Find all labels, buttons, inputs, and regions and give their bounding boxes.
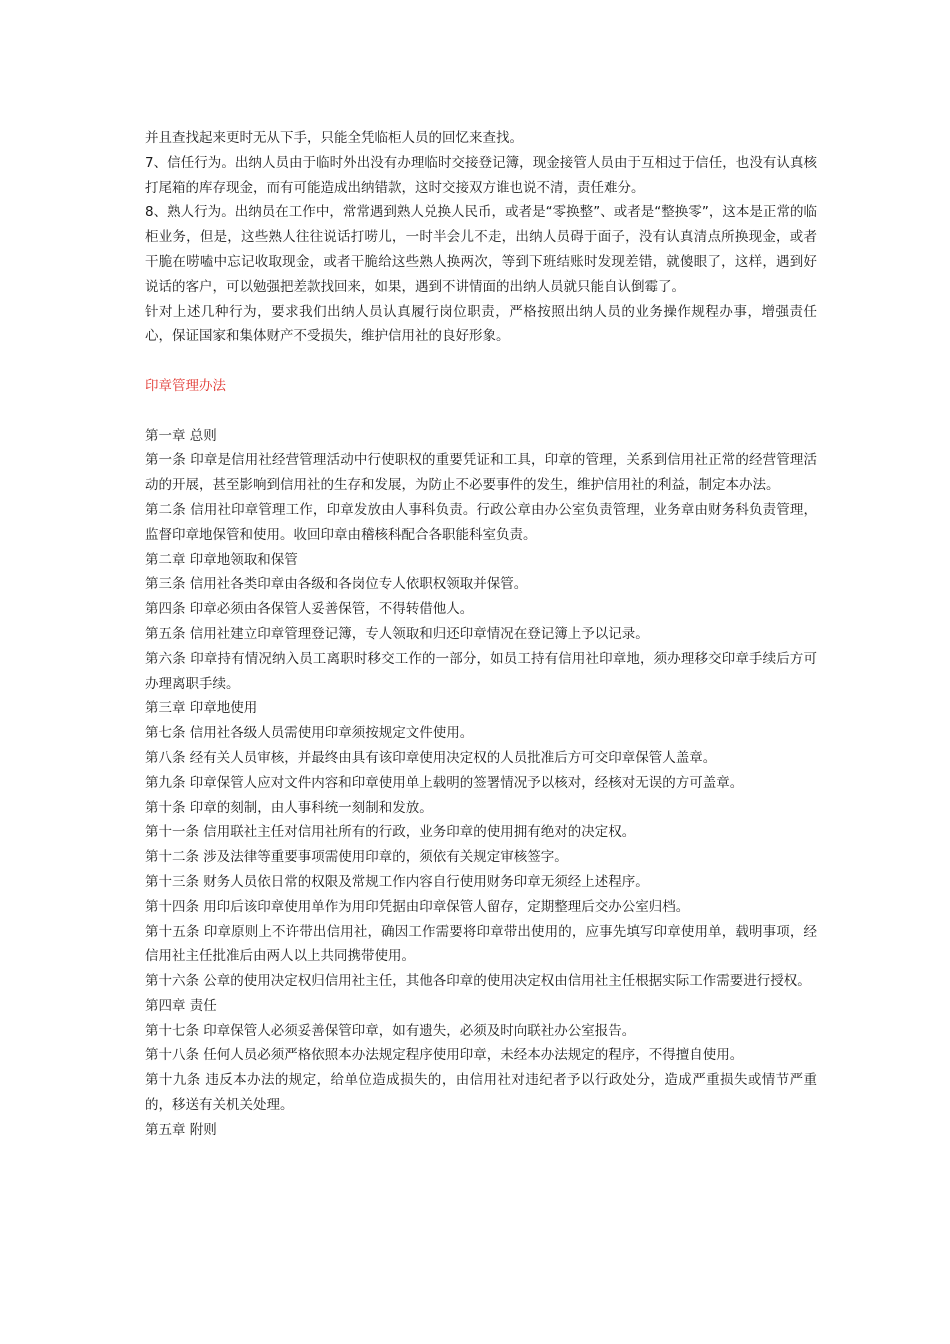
spacer xyxy=(145,399,817,424)
article: 第六条 印章持有情况纳入员工离职时移交工作的一部分，如员工持有信用社印章地，须办理移交印章手续后方可办理离职手续。 xyxy=(145,650,817,692)
article: 第十三条 财务人员依日常的权限及常规工作内容自行使用财务印章无须经上述程序。 xyxy=(145,873,649,890)
article: 第三条 信用社各类印章由各级和各岗位专人依职权领取并保管。 xyxy=(145,576,528,593)
section-title: 印章管理办法 xyxy=(145,377,226,394)
paragraph-item-8: 8、熟人行为。出纳员在工作中，常常遇到熟人兑换人民币，或者是“零换整”、或者是“整换零”，这本是正常的临柜业务，但是，这些熟人往往说话打唠儿，一时半会儿不走，出纳人员碍于面子，没有认真清点所换现金，或者干脆在唠嗑中忘记收取现金，或者干脆给这些熟人换两次，等到下班结账时发现差错，就傻眼了，这样，遇到好说话的客户，可以勉强把差款找回来，如果，遇到不讲情面的出纳人员就只能自认倒霉了。 xyxy=(145,204,817,295)
article: 第十二条 涉及法律等重要事项需使用印章的，须依有关规定审核签字。 xyxy=(145,849,568,866)
article: 第一条 印章是信用社经营管理活动中行使职权的重要凭证和工具，印章的管理，关系到信用社正常的经营管理活动的开展，甚至影响到信用社的生存和发展，为防止不必要事件的发生，维护信用社的利益，制定本办法。 xyxy=(145,452,817,494)
article: 第十一条 信用联社主任对信用社所有的行政，业务印章的使用拥有绝对的决定权。 xyxy=(145,824,636,841)
paragraph-continuation: 并且查找起来更时无从下手，只能全凭临柜人员的回忆来查找。 xyxy=(145,130,523,146)
article: 第七条 信用社各级人员需使用印章须按规定文件使用。 xyxy=(145,725,474,742)
article: 第十五条 印章原则上不许带出信用社，确因工作需要将印章带出使用的，应事先填写印章使用单，载明事项，经信用社主任批准后由两人以上共同携带使用。 xyxy=(145,923,817,965)
article: 第十条 印章的刻制，由人事科统一刻制和发放。 xyxy=(145,799,433,816)
article: 第十八条 任何人员必须严格依照本办法规定程序使用印章，未经本办法规定的程序，不得擅自使用。 xyxy=(145,1047,744,1064)
document-body xyxy=(145,126,817,1143)
chapter-heading: 第二章 印章地领取和保管 xyxy=(145,551,298,568)
article: 第八条 经有关人员审核，并最终由具有该印章使用决定权的人员批准后方可交印章保管人盖章。 xyxy=(145,749,717,766)
chapter-heading: 第一章 总则 xyxy=(145,427,217,444)
article: 第二条 信用社印章管理工作，印章发放由人事科负责。行政公章由办公室负责管理，业务章由财务科负责管理，监督印章地保管和使用。收回印章由稽核科配合各职能科室负责。 xyxy=(145,501,817,543)
article: 第十四条 用印后该印章使用单作为用印凭据由印章保管人留存，定期整理后交办公室归档。 xyxy=(145,898,690,915)
paragraph-item-7: 7、信任行为。出纳人员由于临时外出没有办理临时交接登记簿，现金接管人员由于互相过于信任，也没有认真核打尾箱的库存现金，而有可能造成出纳错款，这时交接双方谁也说不清，责任难分。 xyxy=(145,154,817,196)
article: 第九条 印章保管人应对文件内容和印章使用单上载明的签署情况予以核对，经核对无误的方可盖章。 xyxy=(145,774,744,791)
article: 第四条 印章必须由各保管人妥善保管，不得转借他人。 xyxy=(145,601,474,618)
chapter-heading: 第四章 责任 xyxy=(145,997,217,1014)
chapter-heading: 第三章 印章地使用 xyxy=(145,700,258,717)
article: 第十六条 公章的使用决定权归信用社主任，其他各印章的使用决定权由信用社主任根据实际工作需要进行授权。 xyxy=(145,973,811,990)
article: 第十七条 印章保管人必须妥善保管印章，如有遗失，必须及时向联社办公室报告。 xyxy=(145,1022,636,1039)
spacer xyxy=(145,349,817,374)
paragraph-summary: 针对上述几种行为，要求我们出纳人员认真履行岗位职责，严格按照出纳人员的业务操作规程办事，增强责任心，保证国家和集体财产不受损失，维护信用社的良好形象。 xyxy=(145,303,817,345)
chapter-heading: 第五章 附则 xyxy=(145,1121,217,1138)
article: 第五条 信用社建立印章管理登记簿，专人领取和归还印章情况在登记簿上予以记录。 xyxy=(145,625,649,642)
article: 第十九条 违反本办法的规定，给单位造成损失的，由信用社对违纪者予以行政处分，造成严重损失或情节严重的，移送有关机关处理。 xyxy=(145,1072,817,1114)
